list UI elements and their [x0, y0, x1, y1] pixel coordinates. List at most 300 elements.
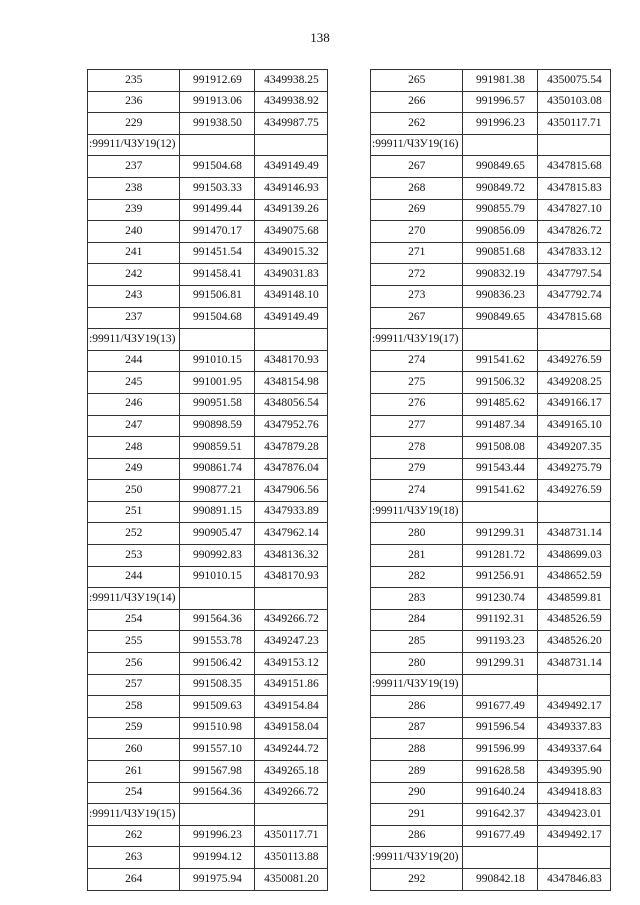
x-coordinate-cell: 991640.24 — [463, 782, 538, 804]
point-number-cell: 256 — [88, 653, 180, 675]
y-coordinate-cell: 4347815.83 — [538, 177, 611, 199]
coordinates-table-right — [370, 69, 611, 891]
x-coordinate-cell: 991010.15 — [180, 350, 255, 372]
point-number-cell: 265 — [371, 70, 463, 92]
y-coordinate-cell: 4349148.10 — [255, 285, 328, 307]
point-number-cell: 282 — [371, 566, 463, 588]
y-coordinate-cell: 4348170.93 — [255, 566, 328, 588]
point-number-cell: 284 — [371, 609, 463, 631]
y-coordinate-cell: 4347797.54 — [538, 264, 611, 286]
table-row — [88, 868, 328, 890]
x-coordinate-cell: 991981.38 — [463, 70, 538, 92]
table-row — [371, 372, 611, 394]
table-row — [88, 566, 328, 588]
x-coordinate-cell: 990832.19 — [463, 264, 538, 286]
x-coordinate-cell: 991506.81 — [180, 285, 255, 307]
x-coordinate-cell: 991010.15 — [180, 566, 255, 588]
point-number-cell: 291 — [371, 804, 463, 826]
y-coordinate-cell: 4349275.79 — [538, 458, 611, 480]
x-cell — [463, 674, 538, 696]
x-coordinate-cell: 991677.49 — [463, 696, 538, 718]
x-coordinate-cell: 990849.65 — [463, 156, 538, 178]
point-number-cell: 260 — [88, 739, 180, 761]
y-coordinate-cell: 4347792.74 — [538, 285, 611, 307]
table-row — [371, 545, 611, 567]
x-cell — [463, 847, 538, 869]
x-coordinate-cell: 990836.23 — [463, 285, 538, 307]
y-cell — [255, 329, 328, 351]
y-coordinate-cell: 4350113.88 — [255, 847, 328, 869]
table-row — [88, 70, 328, 92]
table-row — [88, 91, 328, 113]
y-coordinate-cell: 4349938.25 — [255, 70, 328, 92]
table-row — [371, 588, 611, 610]
x-coordinate-cell: 991193.23 — [463, 631, 538, 653]
y-coordinate-cell: 4349139.26 — [255, 199, 328, 221]
y-coordinate-cell: 4349244.72 — [255, 739, 328, 761]
point-number-cell: 267 — [371, 307, 463, 329]
y-coordinate-cell: 4349276.59 — [538, 480, 611, 502]
y-coordinate-cell: 4350117.71 — [255, 825, 328, 847]
point-number-cell: 237 — [88, 307, 180, 329]
section-label-row — [88, 134, 328, 156]
table-row — [371, 113, 611, 135]
x-coordinate-cell: 991506.32 — [463, 372, 538, 394]
y-coordinate-cell: 4349015.32 — [255, 242, 328, 264]
y-coordinate-cell: 4349208.25 — [538, 372, 611, 394]
point-number-cell: 243 — [88, 285, 180, 307]
y-coordinate-cell: 4349151.86 — [255, 674, 328, 696]
table-row — [371, 221, 611, 243]
y-coordinate-cell: 4347827.10 — [538, 199, 611, 221]
y-coordinate-cell: 4349266.72 — [255, 609, 328, 631]
x-coordinate-cell: 991543.44 — [463, 458, 538, 480]
y-cell — [538, 847, 611, 869]
x-cell — [180, 329, 255, 351]
x-coordinate-cell: 990849.72 — [463, 177, 538, 199]
point-number-cell: 255 — [88, 631, 180, 653]
x-coordinate-cell: 991451.54 — [180, 242, 255, 264]
x-coordinate-cell: 991504.68 — [180, 307, 255, 329]
x-coordinate-cell: 991628.58 — [463, 761, 538, 783]
y-coordinate-cell: 4349423.01 — [538, 804, 611, 826]
y-coordinate-cell: 4349938.92 — [255, 91, 328, 113]
x-coordinate-cell: 990856.09 — [463, 221, 538, 243]
table-row — [371, 70, 611, 92]
point-number-cell: 229 — [88, 113, 180, 135]
point-number-cell: 250 — [88, 480, 180, 502]
table-row — [88, 437, 328, 459]
x-coordinate-cell: 991504.68 — [180, 156, 255, 178]
x-coordinate-cell: 990849.65 — [463, 307, 538, 329]
x-coordinate-cell: 991596.99 — [463, 739, 538, 761]
section-label-row — [371, 134, 611, 156]
table-row — [88, 480, 328, 502]
table-row — [88, 761, 328, 783]
y-coordinate-cell: 4349207.35 — [538, 437, 611, 459]
table-row — [371, 437, 611, 459]
point-number-cell: 239 — [88, 199, 180, 221]
y-cell — [538, 134, 611, 156]
y-coordinate-cell: 4347815.68 — [538, 156, 611, 178]
table-row — [371, 480, 611, 502]
point-number-cell: 235 — [88, 70, 180, 92]
y-coordinate-cell: 4349418.83 — [538, 782, 611, 804]
y-coordinate-cell: 4349337.83 — [538, 717, 611, 739]
y-coordinate-cell: 4350075.54 — [538, 70, 611, 92]
table-row — [371, 307, 611, 329]
y-coordinate-cell: 4349149.49 — [255, 156, 328, 178]
label: :99911/ЧЗУ19(14) — [88, 588, 180, 610]
section-label-row — [371, 847, 611, 869]
x-coordinate-cell: 991299.31 — [463, 523, 538, 545]
table-row — [88, 199, 328, 221]
label: :99911/ЧЗУ19(17) — [371, 329, 463, 351]
section-label-row — [88, 804, 328, 826]
y-coordinate-cell: 4349247.23 — [255, 631, 328, 653]
y-coordinate-cell: 4348731.14 — [538, 523, 611, 545]
x-coordinate-cell: 991996.57 — [463, 91, 538, 113]
table-row — [88, 825, 328, 847]
y-coordinate-cell: 4348136.32 — [255, 545, 328, 567]
table-row — [371, 264, 611, 286]
table-row — [371, 91, 611, 113]
point-number-cell: 286 — [371, 825, 463, 847]
y-cell — [538, 674, 611, 696]
point-number-cell: 268 — [371, 177, 463, 199]
x-cell — [463, 329, 538, 351]
y-coordinate-cell: 4349153.12 — [255, 653, 328, 675]
x-coordinate-cell: 991470.17 — [180, 221, 255, 243]
point-number-cell: 244 — [88, 350, 180, 372]
label: :99911/ЧЗУ19(18) — [371, 501, 463, 523]
x-coordinate-cell: 990851.68 — [463, 242, 538, 264]
table-row — [371, 285, 611, 307]
table-row — [88, 221, 328, 243]
x-coordinate-cell: 990859.51 — [180, 437, 255, 459]
table-row — [88, 631, 328, 653]
point-number-cell: 267 — [371, 156, 463, 178]
table-row — [371, 653, 611, 675]
point-number-cell: 272 — [371, 264, 463, 286]
table-row — [88, 177, 328, 199]
x-coordinate-cell: 990992.83 — [180, 545, 255, 567]
label: :99911/ЧЗУ19(13) — [88, 329, 180, 351]
y-coordinate-cell: 4349146.93 — [255, 177, 328, 199]
table-row — [371, 609, 611, 631]
point-number-cell: 287 — [371, 717, 463, 739]
label: :99911/ЧЗУ19(16) — [371, 134, 463, 156]
x-coordinate-cell: 991508.08 — [463, 437, 538, 459]
point-number-cell: 281 — [371, 545, 463, 567]
table-row — [371, 523, 611, 545]
table-row — [88, 307, 328, 329]
table-row — [88, 393, 328, 415]
x-coordinate-cell: 990891.15 — [180, 501, 255, 523]
x-coordinate-cell: 991458.41 — [180, 264, 255, 286]
table-row — [88, 350, 328, 372]
point-number-cell: 254 — [88, 609, 180, 631]
y-coordinate-cell: 4349149.49 — [255, 307, 328, 329]
y-coordinate-cell: 4349492.17 — [538, 825, 611, 847]
y-coordinate-cell: 4350081.20 — [255, 868, 328, 890]
point-number-cell: 290 — [371, 782, 463, 804]
point-number-cell: 273 — [371, 285, 463, 307]
point-number-cell: 288 — [371, 739, 463, 761]
x-coordinate-cell: 991553.78 — [180, 631, 255, 653]
point-number-cell: 245 — [88, 372, 180, 394]
point-number-cell: 292 — [371, 868, 463, 890]
table-row — [88, 739, 328, 761]
y-coordinate-cell: 4349154.84 — [255, 696, 328, 718]
table-row — [88, 653, 328, 675]
table-row — [371, 739, 611, 761]
point-number-cell: 236 — [88, 91, 180, 113]
table-row — [371, 868, 611, 890]
point-number-cell: 238 — [88, 177, 180, 199]
point-number-cell: 254 — [88, 782, 180, 804]
x-coordinate-cell: 990951.58 — [180, 393, 255, 415]
x-coordinate-cell: 991642.37 — [463, 804, 538, 826]
label: :99911/ЧЗУ19(19) — [371, 674, 463, 696]
section-label-row — [371, 501, 611, 523]
table-row — [88, 113, 328, 135]
table-row — [371, 696, 611, 718]
x-coordinate-cell: 991487.34 — [463, 415, 538, 437]
point-number-cell: 286 — [371, 696, 463, 718]
table-row — [371, 177, 611, 199]
y-coordinate-cell: 4347833.12 — [538, 242, 611, 264]
table-row — [88, 717, 328, 739]
point-number-cell: 285 — [371, 631, 463, 653]
x-coordinate-cell: 991510.98 — [180, 717, 255, 739]
y-coordinate-cell: 4347906.56 — [255, 480, 328, 502]
point-number-cell: 277 — [371, 415, 463, 437]
point-number-cell: 264 — [88, 868, 180, 890]
y-coordinate-cell: 4348170.93 — [255, 350, 328, 372]
page-number: 138 — [310, 30, 330, 45]
y-cell — [538, 501, 611, 523]
y-coordinate-cell: 4347826.72 — [538, 221, 611, 243]
x-coordinate-cell: 991912.69 — [180, 70, 255, 92]
point-number-cell: 258 — [88, 696, 180, 718]
x-cell — [463, 501, 538, 523]
x-coordinate-cell: 991994.12 — [180, 847, 255, 869]
x-coordinate-cell: 991485.62 — [463, 393, 538, 415]
x-coordinate-cell: 990877.21 — [180, 480, 255, 502]
y-coordinate-cell: 4349158.04 — [255, 717, 328, 739]
x-cell — [180, 134, 255, 156]
table-row — [371, 761, 611, 783]
point-number-cell: 247 — [88, 415, 180, 437]
point-number-cell: 289 — [371, 761, 463, 783]
point-number-cell: 251 — [88, 501, 180, 523]
x-coordinate-cell: 990905.47 — [180, 523, 255, 545]
point-number-cell: 276 — [371, 393, 463, 415]
y-coordinate-cell: 4349265.18 — [255, 761, 328, 783]
y-coordinate-cell: 4348652.59 — [538, 566, 611, 588]
x-coordinate-cell: 991541.62 — [463, 480, 538, 502]
y-coordinate-cell: 4349395.90 — [538, 761, 611, 783]
point-number-cell: 249 — [88, 458, 180, 480]
point-number-cell: 279 — [371, 458, 463, 480]
table-row — [88, 545, 328, 567]
label: :99911/ЧЗУ19(15) — [88, 804, 180, 826]
point-number-cell: 242 — [88, 264, 180, 286]
y-coordinate-cell: 4347952.76 — [255, 415, 328, 437]
x-coordinate-cell: 991001.95 — [180, 372, 255, 394]
coordinates-table-left — [87, 69, 328, 891]
label: :99911/ЧЗУ19(12) — [88, 134, 180, 156]
point-number-cell: 248 — [88, 437, 180, 459]
point-number-cell: 280 — [371, 523, 463, 545]
y-coordinate-cell: 4349031.83 — [255, 264, 328, 286]
x-coordinate-cell: 990842.18 — [463, 868, 538, 890]
x-coordinate-cell: 991975.94 — [180, 868, 255, 890]
point-number-cell: 257 — [88, 674, 180, 696]
section-label-row — [371, 674, 611, 696]
x-coordinate-cell: 991299.31 — [463, 653, 538, 675]
table-row — [371, 393, 611, 415]
y-coordinate-cell: 4348154.98 — [255, 372, 328, 394]
y-coordinate-cell: 4347933.89 — [255, 501, 328, 523]
x-coordinate-cell: 991596.54 — [463, 717, 538, 739]
x-coordinate-cell: 991938.50 — [180, 113, 255, 135]
y-coordinate-cell: 4348599.81 — [538, 588, 611, 610]
x-cell — [180, 588, 255, 610]
y-coordinate-cell: 4348526.20 — [538, 631, 611, 653]
x-coordinate-cell: 991281.72 — [463, 545, 538, 567]
table-row — [371, 782, 611, 804]
x-coordinate-cell: 991503.33 — [180, 177, 255, 199]
point-number-cell: 274 — [371, 480, 463, 502]
y-cell — [255, 804, 328, 826]
y-coordinate-cell: 4347962.14 — [255, 523, 328, 545]
table-row — [371, 825, 611, 847]
table-row — [371, 717, 611, 739]
y-coordinate-cell: 4347815.68 — [538, 307, 611, 329]
x-coordinate-cell: 991499.44 — [180, 199, 255, 221]
y-coordinate-cell: 4349987.75 — [255, 113, 328, 135]
point-number-cell: 280 — [371, 653, 463, 675]
point-number-cell: 261 — [88, 761, 180, 783]
x-coordinate-cell: 991564.36 — [180, 782, 255, 804]
section-label-row — [371, 329, 611, 351]
x-coordinate-cell: 990855.79 — [463, 199, 538, 221]
y-coordinate-cell: 4350103.08 — [538, 91, 611, 113]
y-coordinate-cell: 4348526.59 — [538, 609, 611, 631]
x-coordinate-cell: 991567.98 — [180, 761, 255, 783]
y-coordinate-cell: 4349165.10 — [538, 415, 611, 437]
table-row — [88, 501, 328, 523]
table-row — [371, 156, 611, 178]
table-row — [88, 415, 328, 437]
table-row — [88, 458, 328, 480]
table-row — [371, 242, 611, 264]
x-coordinate-cell: 991557.10 — [180, 739, 255, 761]
point-number-cell: 237 — [88, 156, 180, 178]
point-number-cell: 270 — [371, 221, 463, 243]
table-row — [88, 372, 328, 394]
y-coordinate-cell: 4347879.28 — [255, 437, 328, 459]
table-row — [88, 782, 328, 804]
point-number-cell: 253 — [88, 545, 180, 567]
y-coordinate-cell: 4349166.17 — [538, 393, 611, 415]
y-coordinate-cell: 4347846.83 — [538, 868, 611, 890]
table-row — [88, 242, 328, 264]
point-number-cell: 269 — [371, 199, 463, 221]
point-number-cell: 244 — [88, 566, 180, 588]
table-row — [88, 696, 328, 718]
point-number-cell: 283 — [371, 588, 463, 610]
table-row — [88, 285, 328, 307]
x-coordinate-cell: 991996.23 — [463, 113, 538, 135]
y-cell — [255, 588, 328, 610]
y-coordinate-cell: 4349337.64 — [538, 739, 611, 761]
point-number-cell: 241 — [88, 242, 180, 264]
y-coordinate-cell: 4349075.68 — [255, 221, 328, 243]
x-coordinate-cell: 990898.59 — [180, 415, 255, 437]
table-row — [371, 415, 611, 437]
point-number-cell: 271 — [371, 242, 463, 264]
table-row — [88, 847, 328, 869]
point-number-cell: 263 — [88, 847, 180, 869]
y-coordinate-cell: 4348731.14 — [538, 653, 611, 675]
point-number-cell: 278 — [371, 437, 463, 459]
x-coordinate-cell: 991541.62 — [463, 350, 538, 372]
table-row — [88, 264, 328, 286]
y-coordinate-cell: 4349266.72 — [255, 782, 328, 804]
point-number-cell: 262 — [88, 825, 180, 847]
x-coordinate-cell: 991230.74 — [463, 588, 538, 610]
point-number-cell: 275 — [371, 372, 463, 394]
table-row — [371, 566, 611, 588]
table-row — [371, 199, 611, 221]
point-number-cell: 262 — [371, 113, 463, 135]
y-coordinate-cell: 4347876.04 — [255, 458, 328, 480]
x-cell — [463, 134, 538, 156]
table-row — [371, 804, 611, 826]
y-coordinate-cell: 4350117.71 — [538, 113, 611, 135]
point-number-cell: 259 — [88, 717, 180, 739]
table-row — [371, 350, 611, 372]
x-cell — [180, 804, 255, 826]
point-number-cell: 266 — [371, 91, 463, 113]
y-cell — [538, 329, 611, 351]
point-number-cell: 252 — [88, 523, 180, 545]
y-coordinate-cell: 4349276.59 — [538, 350, 611, 372]
table-row — [88, 674, 328, 696]
table-row — [88, 609, 328, 631]
section-label-row — [88, 329, 328, 351]
y-cell — [255, 134, 328, 156]
point-number-cell: 274 — [371, 350, 463, 372]
x-coordinate-cell: 991913.06 — [180, 91, 255, 113]
x-coordinate-cell: 991192.31 — [463, 609, 538, 631]
point-number-cell: 240 — [88, 221, 180, 243]
y-coordinate-cell: 4348056.54 — [255, 393, 328, 415]
x-coordinate-cell: 991506.42 — [180, 653, 255, 675]
section-label-row — [88, 588, 328, 610]
x-coordinate-cell: 991509.63 — [180, 696, 255, 718]
table-row — [371, 631, 611, 653]
point-number-cell: 246 — [88, 393, 180, 415]
y-coordinate-cell: 4349492.17 — [538, 696, 611, 718]
x-coordinate-cell: 991256.91 — [463, 566, 538, 588]
x-coordinate-cell: 991564.36 — [180, 609, 255, 631]
table-row — [371, 458, 611, 480]
x-coordinate-cell: 991996.23 — [180, 825, 255, 847]
